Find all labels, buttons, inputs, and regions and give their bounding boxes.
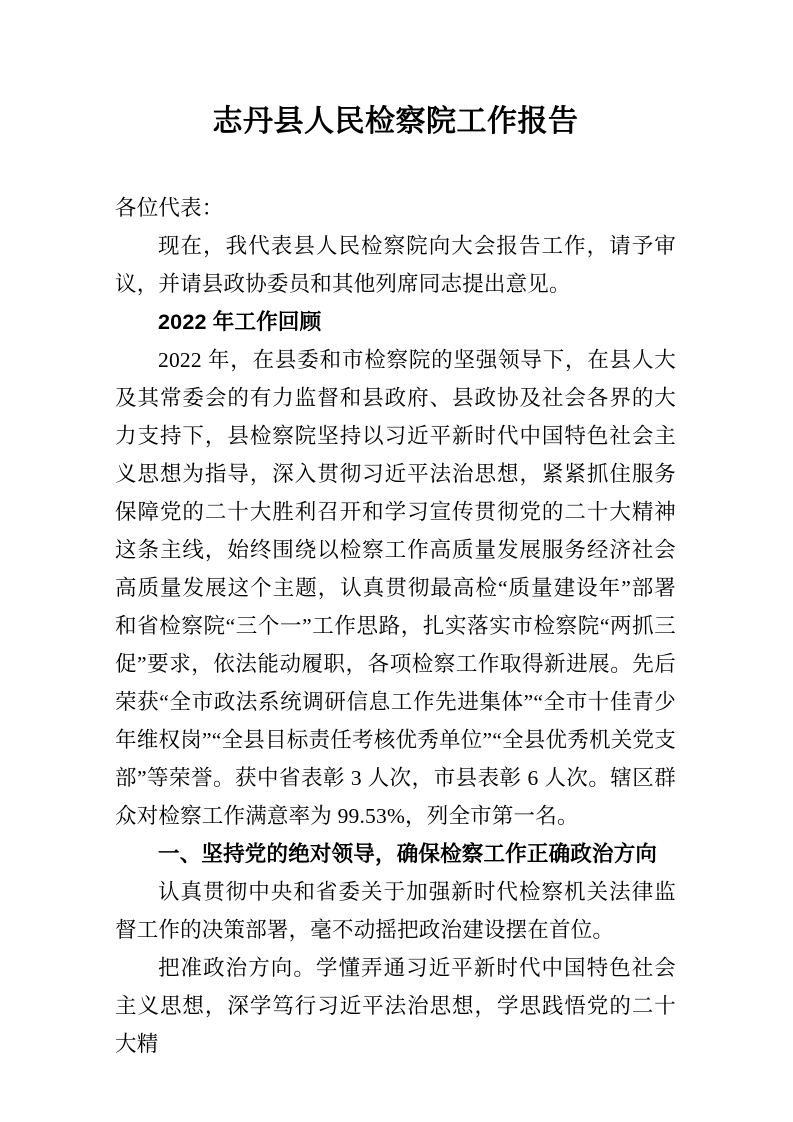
paragraph: 认真贯彻中央和省委关于加强新时代检察机关法律监督工作的决策部署，毫不动摇把政治建设摆在首位。: [115, 880, 676, 942]
paragraph: 各位代表：: [115, 196, 224, 220]
paragraph: 现在，我代表县人民检察院向大会报告工作，请予审议，并请县政协委员和其他列席同志提出意见。: [115, 234, 676, 296]
document-body: [115, 189, 676, 1063]
section-heading: 2022 年工作回顾: [158, 310, 322, 334]
section-heading: 一、坚持党的绝对领导，确保检察工作正确政治方向: [158, 842, 658, 866]
paragraph: 把准政治方向。学懂弄通习近平新时代中国特色社会主义思想，深学笃行习近平法治思想，学思践悟党的二十大精: [115, 956, 676, 1056]
document-title: 志丹县人民检察院工作报告: [212, 105, 579, 138]
paragraph: 2022 年，在县委和市检察院的坚强领导下，在县人大及其常委会的有力监督和县政府、县政协及社会各界的大力支持下，县检察院坚持以习近平新时代中国特色社会主义思想为指导，深入贯彻习近平法治思想，紧紧抓住服务保障党的二十大胜利召开和学习宣传贯彻党的二十大精神这条主线，始终围绕以检察工作高质量发展服务经济社会高质量发展这个主题，认真贯彻最高检“质量建设年”部署和省检察院“三个一”工作思路，扎实落实市检察院“两抓三促”要求，依法能动履职，各项检察工作取得新进展。先后荣获“全市政法系统调研信息工作先进集体”“全市十佳青少年维权岗”“全县目标责任考核优秀单位”“全县优秀机关党支部”等荣誉。获中省表彰 3 人次，市县表彰 6 人次。辖区群众对检察工作满意率为 99.53%，列全市第一名。: [115, 348, 676, 828]
